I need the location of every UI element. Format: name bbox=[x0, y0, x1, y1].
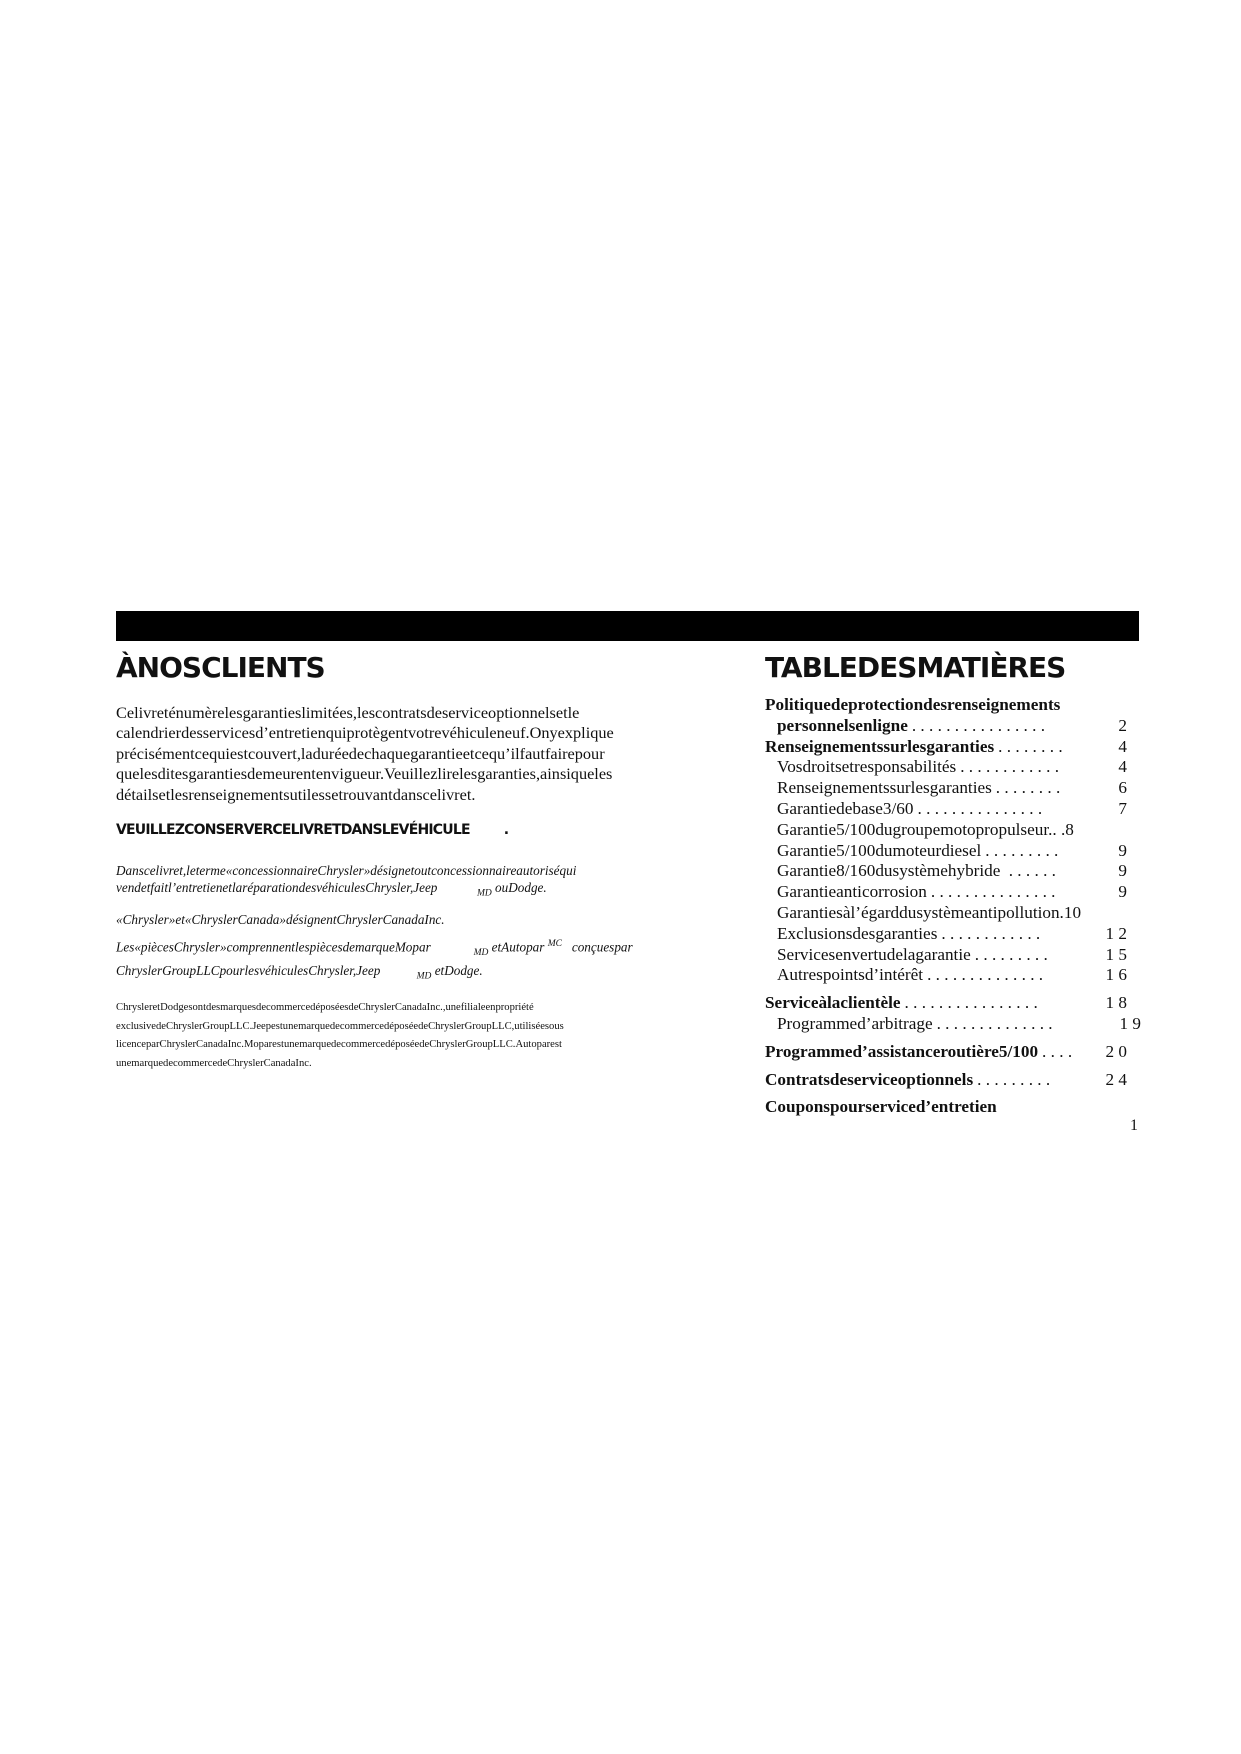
toc-page-number: 2 0 bbox=[1105, 1041, 1127, 1061]
toc-entry[interactable] bbox=[765, 945, 1145, 966]
parts-definition bbox=[116, 936, 696, 986]
toc-entry[interactable] bbox=[765, 757, 1145, 778]
toc-leader: . . . . . . . . bbox=[995, 778, 1061, 798]
intro-line: quelesditesgarantiesdemeurentenvigueur.Veuillezlirelesgaranties,ainsiqueles bbox=[116, 764, 613, 784]
toc-entry[interactable] bbox=[765, 716, 1145, 737]
intro-line: précisémentcequiestcouvert,laduréedechaquegarantieetcequ’ilfautfairepour bbox=[116, 743, 605, 763]
dealer-definition bbox=[116, 862, 696, 903]
toc-entry-label: Autrespointsd’intérêt bbox=[777, 965, 924, 985]
toc-leader: . . . . . . . . . bbox=[974, 944, 1048, 964]
toc-entry-label: Serviceàlaclientèle bbox=[765, 993, 901, 1013]
toc-page-number: 1 5 bbox=[1105, 944, 1127, 964]
toc-leader: . . . . . . . . . . . . . . . . bbox=[911, 715, 1046, 735]
toc-entry[interactable] bbox=[765, 820, 1145, 841]
section-heading-clients: ÀNOSCLIENTS bbox=[116, 651, 325, 684]
toc-entry[interactable] bbox=[765, 903, 1145, 924]
toc-entry-label: Renseignementssurlesgaranties bbox=[777, 778, 992, 798]
toc-entry[interactable] bbox=[765, 841, 1145, 862]
toc-entry[interactable] bbox=[765, 1097, 1145, 1118]
toc-entry-label: Renseignementssurlesgaranties bbox=[765, 736, 995, 756]
toc-entry-label: Servicesenvertudelagarantie bbox=[777, 944, 971, 964]
toc-leader: . . . . . . bbox=[1004, 861, 1056, 881]
notice-text: VEUILLEZCONSERVERCELIVRETDANSLEVÉHICULE bbox=[116, 822, 470, 839]
trademark-notice bbox=[116, 999, 696, 1073]
italic-text: ouDodge. bbox=[495, 880, 547, 896]
clients-column bbox=[116, 703, 696, 1073]
toc-page-number: 9 bbox=[1118, 861, 1127, 881]
italic-text: vendetfaitl’entretienetlaréparationdesvéhiculesChrysler,Jeep bbox=[116, 880, 438, 896]
intro-line: détailsetlesrenseignementsutilessetrouvantdanscelivret. bbox=[116, 784, 476, 804]
italic-text: Les«piècesChrysler»comprennentlespiècesdemarqueMopar bbox=[116, 939, 431, 955]
toc-page-number: 9 bbox=[1118, 840, 1127, 860]
toc-leader: . . . . . . . . . bbox=[985, 840, 1059, 860]
toc-leader: . . . . . . . . . . . . . . . bbox=[917, 798, 1043, 818]
toc-page-number: 1 8 bbox=[1105, 993, 1127, 1013]
notice-mark: . bbox=[503, 822, 509, 839]
chrysler-definition: «Chrysler»et«ChryslerCanada»désignentChryslerCanadaInc. bbox=[116, 911, 445, 927]
intro-line: Celivreténumèrelesgarantieslimitées,lescontratsdeserviceoptionnelsetle bbox=[116, 703, 580, 722]
toc-leader: . . . . . . . . . . . . . . bbox=[936, 1013, 1053, 1033]
trademark-line: licenceparChryslerCanadaInc.MoparestunemarquedecommercedéposéedeChryslerGroupLLC.Autoparest bbox=[116, 1039, 562, 1051]
toc-page-number: 4 bbox=[1118, 757, 1127, 777]
toc-leader: . . . . . . . . . . . . bbox=[960, 757, 1060, 777]
md-mark: MD bbox=[473, 947, 489, 958]
md-mark: MD bbox=[416, 971, 432, 982]
trademark-line: ChrysleretDodgesontdesmarquesdecommercedéposéesdeChryslerCanadaInc.,unefilialeenpropriété bbox=[116, 1002, 534, 1014]
toc-leader: . . . . . . . . . . . . . . bbox=[927, 965, 1044, 985]
toc-entry-label: Couponspourserviced’entretien bbox=[765, 1097, 997, 1117]
italic-line bbox=[116, 879, 696, 903]
toc-entry[interactable] bbox=[765, 924, 1145, 945]
toc-page-number: 1 2 bbox=[1105, 923, 1127, 943]
toc-page-number: 7 bbox=[1118, 798, 1127, 818]
toc-entry-label: Programmed’assistanceroutière5/100 bbox=[765, 1041, 1039, 1061]
toc-entry[interactable] bbox=[765, 778, 1145, 799]
md-mark: MD bbox=[476, 888, 492, 899]
header-bar bbox=[116, 611, 1139, 641]
toc-leader: . . . . bbox=[1042, 1041, 1073, 1061]
toc-entry[interactable] bbox=[765, 1070, 1145, 1091]
toc-page-number: 1 6 bbox=[1105, 965, 1127, 985]
toc-leader: . . . . . . . . . . . . . . . . bbox=[904, 993, 1038, 1013]
italic-text: etDodge. bbox=[434, 962, 483, 978]
keep-booklet-notice bbox=[116, 820, 696, 840]
toc-entry-label: personnelsenligne bbox=[777, 715, 908, 735]
toc-entry-label: Exclusionsdesgaranties bbox=[777, 923, 938, 943]
italic-text: ChryslerGroupLLCpourlesvéhiculesChrysler,Jeep bbox=[116, 962, 381, 978]
toc-leader: . . . . . . . . bbox=[998, 736, 1063, 756]
toc-page-number: 4 bbox=[1118, 736, 1127, 756]
intro-paragraph bbox=[116, 703, 696, 805]
toc-page-number: 6 bbox=[1118, 778, 1127, 798]
toc-entry-label: Garantieanticorrosion bbox=[777, 882, 927, 902]
toc-entry[interactable] bbox=[765, 965, 1145, 986]
toc-entry[interactable] bbox=[765, 1042, 1145, 1063]
toc-entry[interactable] bbox=[765, 737, 1145, 758]
toc-entry[interactable] bbox=[765, 1014, 1145, 1035]
italic-text: conçuespar bbox=[571, 939, 633, 955]
italic-text: etAutopar bbox=[491, 939, 545, 955]
toc-page-number: 2 4 bbox=[1105, 1069, 1127, 1089]
mc-mark: MC bbox=[547, 938, 562, 949]
toc-entry-label: Vosdroitsetresponsabilités bbox=[777, 757, 957, 777]
toc-entry-label: Garantiedebase3/60 bbox=[777, 798, 914, 818]
page-number: 1 bbox=[1130, 1117, 1138, 1134]
toc-entry-label: Garantie8/160dusystèmehybride bbox=[777, 861, 1001, 881]
toc-entry-label: Garantie5/100dumoteurdiesel bbox=[777, 840, 982, 860]
table-of-contents bbox=[765, 695, 1145, 1118]
toc-page-number: 9 bbox=[1118, 882, 1127, 902]
italic-line bbox=[116, 962, 696, 986]
italic-line bbox=[116, 936, 696, 962]
intro-line: calendrierdesservicesd’entretienquiprotègentvotrevéhiculeneuf.Onyexplique bbox=[116, 723, 614, 743]
toc-page-number: 2 bbox=[1118, 715, 1127, 735]
trademark-line: exclusivedeChryslerGroupLLC.JeepestunemarquedecommercedéposéedeChryslerGroupLLC,utiliséesous bbox=[116, 1020, 564, 1032]
toc-leader: . . . . . . . . . . . . . . . bbox=[930, 882, 1056, 902]
toc-entry[interactable] bbox=[765, 799, 1145, 820]
trademark-line: unemarquedecommercedeChryslerCanadaInc. bbox=[116, 1057, 312, 1069]
toc-leader: . . . . . . . . . bbox=[977, 1069, 1051, 1089]
toc-entry[interactable] bbox=[765, 861, 1145, 882]
toc-page-number: 1 9 bbox=[1119, 1013, 1141, 1033]
toc-leader: . . . . . . . . . . . . bbox=[941, 923, 1041, 943]
toc-entry-label: Garantiesàl’égarddusystèmeantipollution.10 bbox=[777, 902, 1082, 922]
toc-entry-label: Contratsdeserviceoptionnels bbox=[765, 1069, 974, 1089]
toc-entry[interactable] bbox=[765, 993, 1145, 1014]
toc-entry-label: Politiquedeprotectiondesrenseignements bbox=[765, 695, 1061, 714]
toc-entry-label: Garantie5/100dugroupemotopropulseur.. .8 bbox=[777, 819, 1074, 839]
italic-line: Danscelivret,leterme«concessionnaireChrysler»désignetoutconcessionnaireautoriséqui bbox=[116, 863, 577, 879]
toc-entry[interactable] bbox=[765, 695, 1145, 716]
toc-entry-label: Programmed’arbitrage bbox=[777, 1013, 933, 1033]
section-heading-table-of-contents: TABLEDESMATIÈRES bbox=[765, 651, 1066, 684]
toc-entry[interactable] bbox=[765, 882, 1145, 903]
